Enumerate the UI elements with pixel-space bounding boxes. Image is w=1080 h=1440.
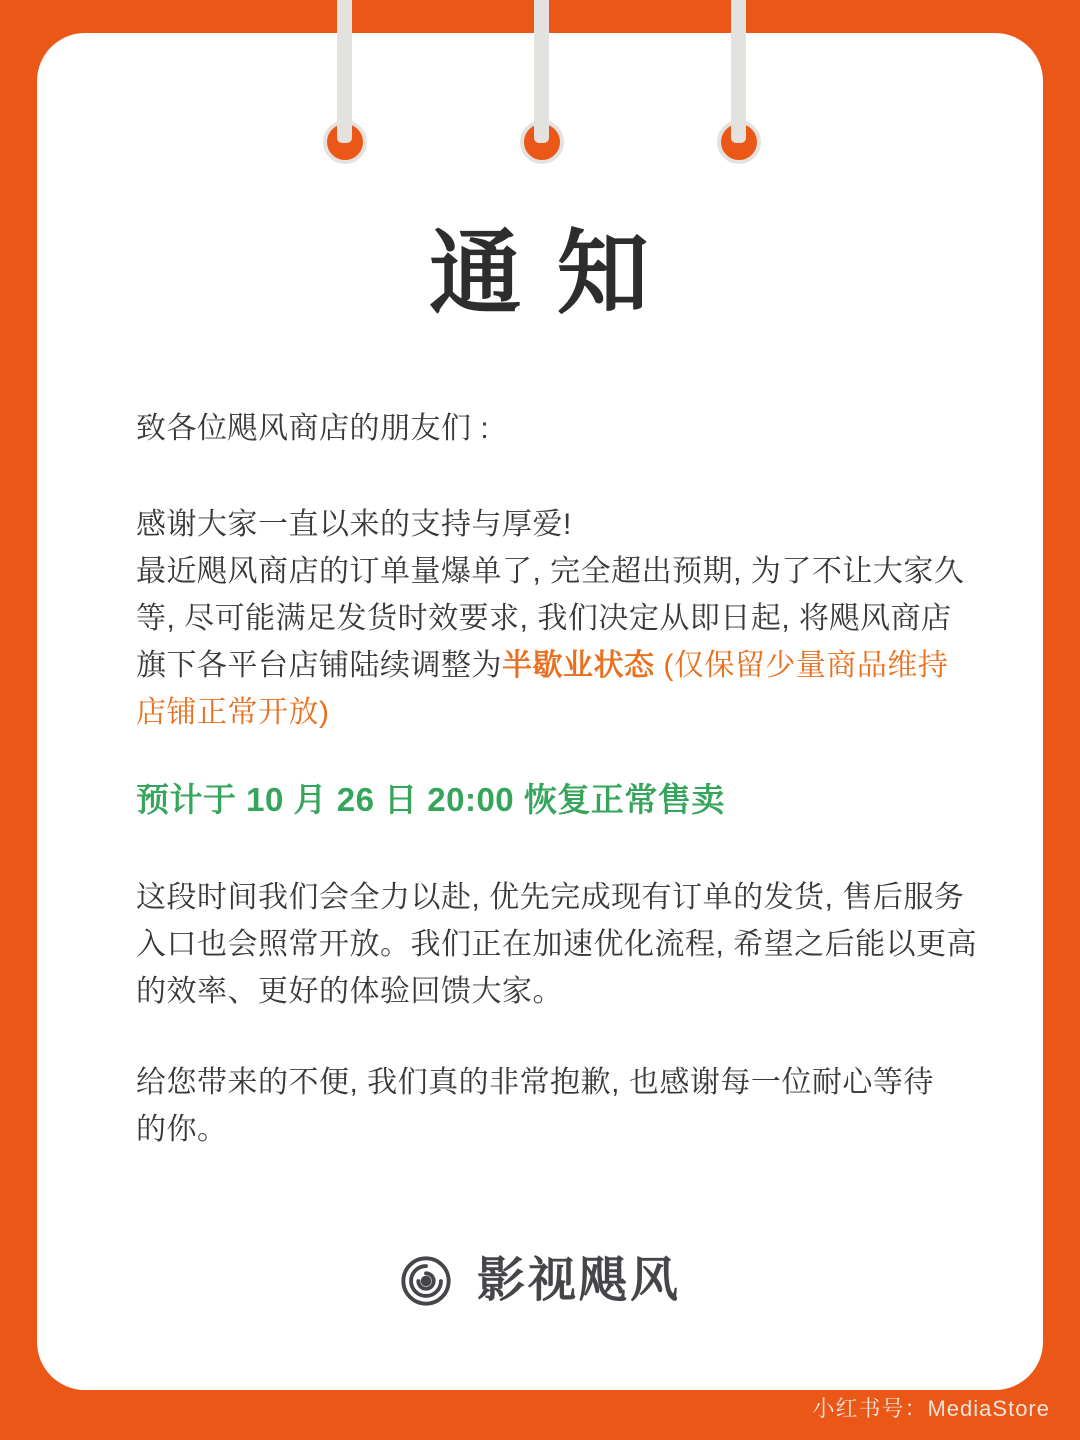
body-line-4-note: 店铺正常开放) [136, 696, 330, 729]
xiaohongshu-watermark: 小红书号：MediaStore [812, 1396, 1050, 1421]
body-line-2: 等, 尽可能满足发货时效要求, 我们决定从即日起, 将飓风商店 [136, 602, 952, 635]
binder-string-1 [337, 0, 352, 143]
resume-time-line: 预计于 10 月 26 日 20:00 恢复正常售卖 [136, 781, 725, 818]
greeting-line: 致各位飓风商店的朋友们 : [136, 412, 490, 445]
binder-string-2 [534, 0, 549, 143]
notice-title: 通 知 [429, 223, 651, 325]
body-line-3 [136, 642, 964, 689]
para3-line-1: 给您带来的不便, 我们真的非常抱歉, 也感谢每一位耐心等待 [136, 1066, 934, 1099]
para2-line-3: 的效率、更好的体验回馈大家。 [136, 975, 563, 1008]
body-line-3-prefix: 旗下各平台店铺陆续调整为 [136, 649, 502, 682]
thanks-line: 感谢大家一直以来的支持与厚爱! [136, 508, 572, 541]
brand-name: 影视飓风 [476, 1253, 681, 1307]
semi-closed-status-highlight: 半歇业状态 [502, 649, 655, 682]
paragraph-apology [136, 1059, 934, 1153]
brand-logo [0, 1254, 1080, 1308]
para2-line-2: 入口也会照常开放。我们正在加速优化流程, 希望之后能以更高 [136, 928, 978, 961]
para3-line-2: 的你。 [136, 1113, 228, 1146]
body-line-3-note: (仅保留少量商品维持 [654, 649, 949, 682]
binder-string-3 [731, 0, 746, 143]
paragraph-announcement [136, 501, 964, 736]
body-line-1: 最近飓风商店的订单量爆单了, 完全超出预期, 为了不让大家久 [136, 555, 965, 588]
storm-swirl-icon [399, 1254, 453, 1308]
para2-line-1: 这段时间我们会全力以赴, 优先完成现有订单的发货, 售后服务 [136, 881, 965, 914]
paragraph-commitment [136, 874, 977, 1015]
